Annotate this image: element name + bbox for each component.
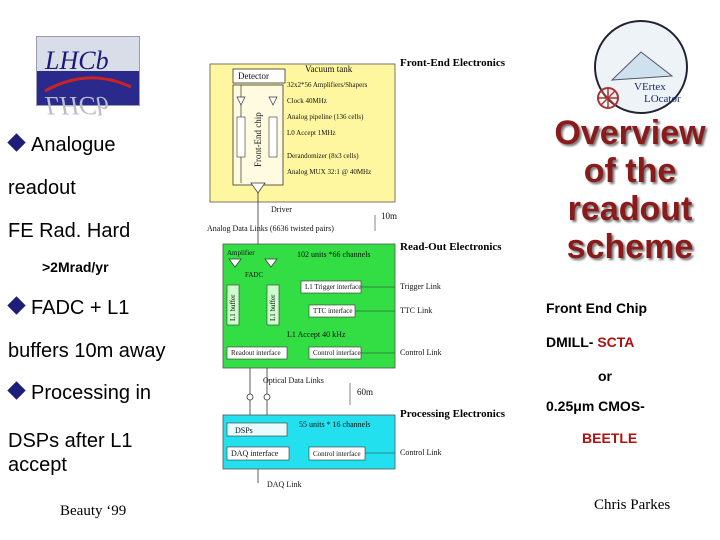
control-link-label-1: Control Link: [400, 348, 442, 357]
analog-links-label: Analog Data Links (6636 twisted pairs): [207, 224, 334, 233]
pipeline-icon: [237, 117, 245, 157]
bullet-processing-line2: DSPs after L1: [8, 430, 133, 452]
diamond-bullet-icon: [7, 381, 25, 399]
velo-logo: [592, 18, 690, 116]
title-line-1: Overview: [554, 114, 706, 152]
bullet-analogue-sub: >2Mrad/yr: [42, 259, 109, 275]
dist-10m-label: 10m: [381, 211, 398, 221]
title-line-3: readout: [567, 190, 693, 228]
dsps-label: DSPs: [235, 426, 253, 435]
note-dmill: DMILL- SCTA: [546, 334, 635, 350]
ro-units-label: 102 units *66 channels: [297, 250, 371, 259]
l1-buffer-label-1: L1 buffer: [229, 294, 237, 321]
bullet-analogue-line3: FE Rad. Hard: [8, 220, 131, 242]
note-or: or: [598, 368, 612, 384]
note-cmos: 0.25μm CMOS-: [546, 398, 645, 414]
ttc-link-label: TTC Link: [400, 306, 433, 315]
lhcb-logo: [36, 36, 140, 120]
pipeline-icon: [269, 117, 277, 157]
l1-buffer-label-2: L1 buffer: [269, 294, 277, 321]
bullet-fadc-line2: buffers 10m away: [8, 340, 166, 362]
fe-list-5: Analog MUX 32:1 @ 40MHz: [287, 168, 372, 176]
control-iface-label: Control interface: [313, 349, 361, 357]
control-link-label-2: Control Link: [400, 448, 442, 457]
bullet-processing: Processing in: [10, 382, 151, 405]
control-iface-label-2: Control interface: [313, 450, 361, 458]
note-beetle: BEETLE: [582, 430, 638, 446]
fe-list-4: Derandomizer (8x3 cells): [287, 152, 359, 160]
title-line-4: scheme: [566, 228, 694, 266]
amplifier-label: Amplifier: [227, 249, 255, 257]
ttc-iface-label: TTC interface: [313, 307, 353, 315]
lhcb-logo-graphic: [37, 37, 139, 120]
diamond-bullet-icon: [7, 296, 25, 314]
lhcb-logo-text: LHCb: [45, 46, 109, 75]
driver-label: Driver: [271, 205, 292, 214]
bullet-fadc: FADC + L1: [10, 297, 129, 320]
l1-trigger-iface-label: L1 Trigger interface: [305, 283, 362, 291]
velo-logo-text-1: VErtex: [634, 81, 666, 93]
optical-connector-icon: [247, 394, 253, 400]
vacuum-tank-label: Vacuum tank: [305, 64, 353, 74]
daq-iface-label: DAQ interface: [231, 449, 279, 458]
daq-link-label: DAQ Link: [267, 480, 302, 489]
page-title: [540, 114, 720, 266]
note-front-end-chip: Front End Chip: [546, 300, 648, 316]
fe-list-3: L0 Accept 1MHz: [287, 129, 336, 137]
pr-heading: Processing Electronics: [400, 408, 505, 420]
detector-label: Detector: [238, 71, 269, 81]
trigger-link-label: Trigger Link: [400, 282, 441, 291]
fe-list-2: Analog pipeline (136 cells): [287, 113, 364, 121]
title-line-2: of the: [583, 152, 677, 190]
velo-logo-text-2: LOcator: [644, 93, 681, 105]
readout-iface-label: Readout interface: [231, 349, 281, 357]
fadc-label: FADC: [245, 271, 264, 279]
fe-heading: Front-End Electronics: [400, 57, 506, 69]
footer-left: Beauty ‘99: [60, 503, 127, 519]
l1-accept-label: L1 Accept 40 kHz: [287, 330, 346, 339]
ro-heading: Read-Out Electronics: [400, 241, 502, 253]
velo-logo-graphic: [592, 18, 690, 116]
pr-units-label: 55 units * 16 channels: [299, 420, 371, 429]
optical-links-label: Optical Data Links: [263, 376, 324, 385]
dist-60m-label: 60m: [357, 387, 374, 397]
diamond-bullet-icon: [7, 133, 25, 151]
optical-connector-icon: [264, 394, 270, 400]
svg-text:LHCb: LHCb: [45, 91, 109, 120]
readout-diagram: [205, 55, 535, 495]
bullet-analogue-line2: readout: [8, 177, 76, 199]
front-end-chip-label: Front-End chip: [253, 112, 263, 167]
footer-right: Chris Parkes: [594, 497, 671, 513]
bullet-analogue: Analogue: [10, 134, 116, 157]
bullet-processing-line3: accept: [8, 454, 67, 476]
fe-list-1: Clock 40MHz: [287, 97, 327, 105]
fe-list-0: 32x2*56 Amplifiers/Shapers: [287, 81, 368, 89]
